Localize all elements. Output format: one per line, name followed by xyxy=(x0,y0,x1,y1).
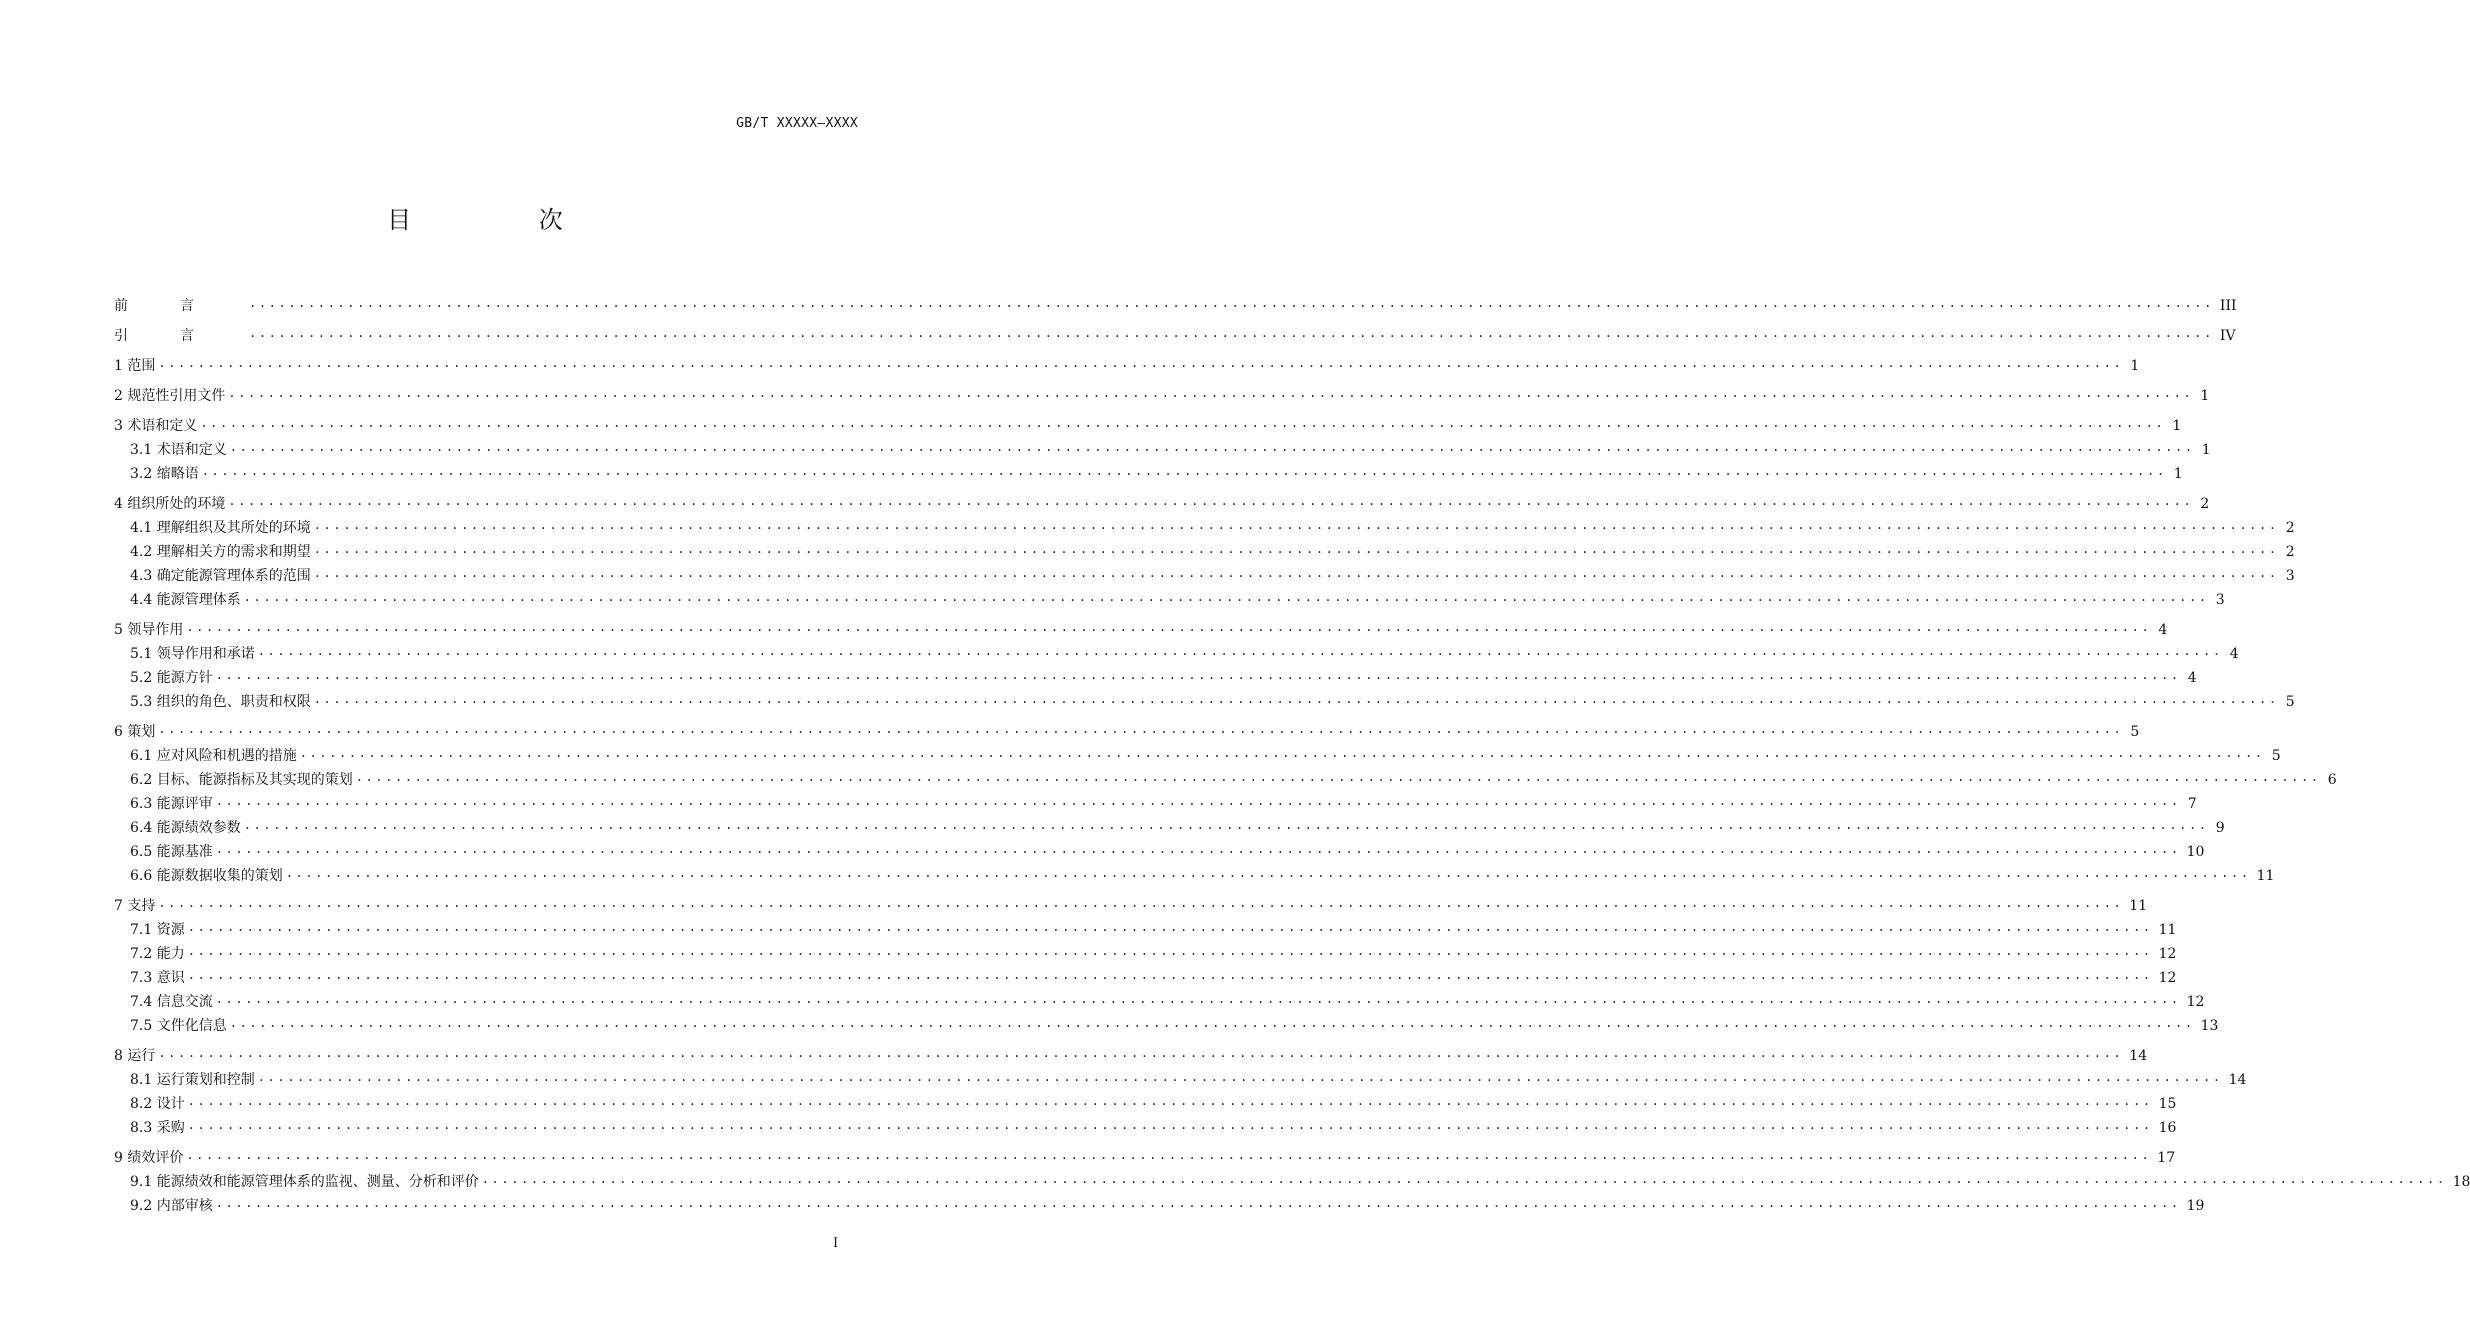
toc-dot-leader: ........................................................................................................................................................................................................ xyxy=(187,1118,2153,1132)
toc-entry-page: 9 xyxy=(2215,820,2225,836)
toc-entry-label: 4.2 理解相关方的需求和期望 xyxy=(130,544,311,560)
toc-entry-page: 12 xyxy=(2186,994,2205,1010)
toc-dot-leader: ........................................................................................................................................................................................................ xyxy=(313,542,2279,556)
toc-entry[interactable] xyxy=(114,886,2148,916)
toc-entry[interactable] xyxy=(114,538,2295,562)
toc-dot-leader: ........................................................................................................................................................................................................ xyxy=(215,992,2181,1006)
toc-entry[interactable] xyxy=(114,640,2239,664)
toc-entry-label: 5.3 组织的角色、职责和权限 xyxy=(130,694,311,710)
toc-entry-label: 7.3 意识 xyxy=(130,970,185,986)
toc-entry-page: 14 xyxy=(2228,1072,2247,1088)
toc-entry-label: 5.2 能源方针 xyxy=(130,670,213,686)
toc-dot-leader: ........................................................................................................................................................................................................ xyxy=(215,668,2181,682)
toc-entry[interactable] xyxy=(114,664,2197,688)
toc-dot-leader: ........................................................................................................................................................................................................ xyxy=(299,746,2265,760)
toc-dot-leader: ........................................................................................................................................................................................................ xyxy=(186,620,2152,634)
toc-dot-leader: ........................................................................................................................................................................................................ xyxy=(285,866,2251,880)
toc-entry-page: 15 xyxy=(2158,1096,2177,1112)
toc-entry-page: 1 xyxy=(2173,466,2183,482)
toc-entry-label: 6 策划 xyxy=(114,724,156,740)
toc-dot-leader: ........................................................................................................................................................................................................ xyxy=(257,1070,2223,1084)
toc-entry-label: 6.4 能源绩效参数 xyxy=(130,820,241,836)
toc-entry-label: 8.3 采购 xyxy=(130,1120,185,1136)
toc-entry-label: 9 绩效评价 xyxy=(114,1150,184,1166)
toc-entry-label: 3 术语和定义 xyxy=(114,418,198,434)
toc-entry-label: 7.1 资源 xyxy=(130,922,185,938)
toc-entry[interactable] xyxy=(114,1066,2247,1090)
toc-entry-page: 14 xyxy=(2129,1048,2148,1064)
toc-entry[interactable] xyxy=(114,610,2168,640)
toc-entry-label: 4 组织所处的环境 xyxy=(114,496,226,512)
toc-dot-leader: ........................................................................................................................................................................................................ xyxy=(187,968,2153,982)
toc-entry-label: 5 领导作用 xyxy=(114,622,184,638)
toc-entry-label: 7.5 文件化信息 xyxy=(130,1018,227,1034)
toc-entry-page: 5 xyxy=(2130,724,2140,740)
toc-entry-label: 6.1 应对风险和机遇的措施 xyxy=(130,748,297,764)
toc-entry[interactable] xyxy=(114,742,2281,766)
toc-entry-page: 3 xyxy=(2285,568,2295,584)
toc-entry-page: 17 xyxy=(2157,1150,2176,1166)
toc-entry[interactable] xyxy=(114,436,2211,460)
toc-entry[interactable] xyxy=(114,712,2140,742)
toc-entry-label: 前言 xyxy=(114,298,246,314)
toc-entry-label: 7.4 信息交流 xyxy=(130,994,213,1010)
toc-dot-leader: ........................................................................................................................................................................................................ xyxy=(228,386,2194,400)
toc-entry-page: 2 xyxy=(2285,544,2295,560)
toc-entry-label: 3.1 术语和定义 xyxy=(130,442,227,458)
toc-entry[interactable] xyxy=(114,406,2182,436)
toc-entry-page: 5 xyxy=(2271,748,2281,764)
toc-entry[interactable] xyxy=(114,1036,2148,1066)
toc-entry-page: 3 xyxy=(2215,592,2225,608)
table-of-contents xyxy=(114,286,2470,1216)
toc-dot-leader: ........................................................................................................................................................................................................ xyxy=(187,920,2153,934)
toc-dot-leader: ........................................................................................................................................................................................................ xyxy=(243,818,2209,832)
toc-entry-page: 10 xyxy=(2186,844,2205,860)
toc-dot-leader: ........................................................................................................................................................................................................ xyxy=(228,494,2194,508)
toc-entry-page: 1 xyxy=(2200,388,2210,404)
toc-entry[interactable] xyxy=(114,838,2205,862)
toc-dot-leader: ........................................................................................................................................................................................................ xyxy=(158,722,2124,736)
toc-dot-leader: ........................................................................................................................................................................................................ xyxy=(313,692,2279,706)
toc-dot-leader: ........................................................................................................................................................................................................ xyxy=(249,296,2214,310)
toc-entry-page: 5 xyxy=(2285,694,2295,710)
toc-entry-label: 4.3 确定能源管理体系的范围 xyxy=(130,568,311,584)
toc-dot-leader: ........................................................................................................................................................................................................ xyxy=(158,1046,2124,1060)
toc-entry-page: 1 xyxy=(2201,442,2211,458)
toc-entry-page: 1 xyxy=(2130,358,2140,374)
toc-dot-leader: ........................................................................................................................................................................................................ xyxy=(313,518,2279,532)
toc-entry[interactable] xyxy=(114,862,2275,886)
toc-entry[interactable] xyxy=(114,1114,2177,1138)
toc-dot-leader: ........................................................................................................................................................................................................ xyxy=(229,1016,2195,1030)
toc-entry-page: 13 xyxy=(2200,1018,2219,1034)
toc-dot-leader: ........................................................................................................................................................................................................ xyxy=(158,356,2124,370)
page-number: I xyxy=(833,1236,839,1251)
toc-dot-leader: ........................................................................................................................................................................................................ xyxy=(243,590,2209,604)
standard-code: GB/T XXXXX—XXXX xyxy=(736,116,858,131)
toc-dot-leader: ........................................................................................................................................................................................................ xyxy=(215,794,2181,808)
toc-dot-leader: ........................................................................................................................................................................................................ xyxy=(200,416,2166,430)
toc-entry-label: 5.1 领导作用和承诺 xyxy=(130,646,255,662)
toc-entry[interactable] xyxy=(114,1138,2176,1168)
toc-entry-page: 12 xyxy=(2158,970,2177,986)
toc-dot-leader: ........................................................................................................................................................................................................ xyxy=(257,644,2223,658)
toc-entry-label: 4.1 理解组织及其所处的环境 xyxy=(130,520,311,536)
toc-dot-leader: ........................................................................................................................................................................................................ xyxy=(355,770,2321,784)
toc-entry[interactable] xyxy=(114,1090,2177,1114)
page-title: 目 次 xyxy=(387,206,623,234)
toc-entry[interactable] xyxy=(114,286,2237,316)
toc-entry[interactable] xyxy=(114,1192,2205,1216)
toc-entry-page: 12 xyxy=(2158,946,2177,962)
toc-entry[interactable] xyxy=(114,988,2205,1012)
toc-entry-page: 2 xyxy=(2285,520,2295,536)
toc-entry[interactable] xyxy=(114,814,2225,838)
toc-entry-label: 6.6 能源数据收集的策划 xyxy=(130,868,283,884)
toc-entry-label: 6.3 能源评审 xyxy=(130,796,213,812)
toc-entry-page: 7 xyxy=(2187,796,2197,812)
toc-entry-label: 引言 xyxy=(114,328,246,344)
toc-entry-label: 8.1 运行策划和控制 xyxy=(130,1072,255,1088)
toc-entry-label: 6.5 能源基准 xyxy=(130,844,213,860)
toc-entry[interactable] xyxy=(114,766,2337,790)
toc-entry-page: 19 xyxy=(2186,1198,2205,1214)
toc-entry[interactable] xyxy=(114,484,2210,514)
toc-entry-page: IV xyxy=(2219,328,2236,344)
toc-dot-leader: ........................................................................................................................................................................................................ xyxy=(187,1094,2153,1108)
toc-entry[interactable] xyxy=(114,316,2236,346)
toc-dot-leader: ........................................................................................................................................................................................................ xyxy=(313,566,2279,580)
toc-entry-label: 9.1 能源绩效和能源管理体系的监视、测量、分析和评价 xyxy=(130,1174,479,1190)
toc-entry[interactable] xyxy=(114,916,2177,940)
toc-entry[interactable] xyxy=(114,586,2225,610)
toc-dot-leader: ........................................................................................................................................................................................................ xyxy=(186,1148,2152,1162)
toc-entry[interactable] xyxy=(114,514,2295,538)
toc-entry-label: 1 范围 xyxy=(114,358,156,374)
toc-entry-page: 4 xyxy=(2229,646,2239,662)
toc-entry[interactable] xyxy=(114,1012,2219,1036)
toc-entry[interactable] xyxy=(114,346,2140,376)
toc-entry-label: 2 规范性引用文件 xyxy=(114,388,226,404)
toc-dot-leader: ........................................................................................................................................................................................................ xyxy=(249,326,2214,340)
toc-entry-page: 4 xyxy=(2158,622,2168,638)
toc-entry-page: 16 xyxy=(2158,1120,2177,1136)
toc-dot-leader: ........................................................................................................................................................................................................ xyxy=(158,896,2124,910)
toc-entry[interactable] xyxy=(114,562,2295,586)
toc-dot-leader: ........................................................................................................................................................................................................ xyxy=(481,1172,2447,1186)
toc-dot-leader: ........................................................................................................................................................................................................ xyxy=(215,1196,2181,1210)
toc-entry-page: 1 xyxy=(2172,418,2182,434)
toc-dot-leader: ........................................................................................................................................................................................................ xyxy=(187,944,2153,958)
toc-entry[interactable] xyxy=(114,1168,2470,1192)
toc-entry[interactable] xyxy=(114,964,2177,988)
toc-entry-page: 2 xyxy=(2200,496,2210,512)
toc-entry-page: 11 xyxy=(2158,922,2177,938)
toc-entry-label: 8.2 设计 xyxy=(130,1096,185,1112)
toc-entry-page: 18 xyxy=(2452,1174,2470,1190)
toc-entry[interactable] xyxy=(114,940,2177,964)
toc-entry-page: 4 xyxy=(2187,670,2197,686)
toc-entry-label: 9.2 内部审核 xyxy=(130,1198,213,1214)
toc-entry[interactable] xyxy=(114,790,2197,814)
toc-entry-page: 6 xyxy=(2327,772,2337,788)
toc-entry-label: 6.2 目标、能源指标及其实现的策划 xyxy=(130,772,353,788)
toc-entry[interactable] xyxy=(114,688,2295,712)
toc-entry[interactable] xyxy=(114,460,2183,484)
toc-entry-page: 11 xyxy=(2129,898,2148,914)
toc-entry-page: 11 xyxy=(2256,868,2275,884)
toc-dot-leader: ........................................................................................................................................................................................................ xyxy=(201,464,2167,478)
toc-entry-label: 8 运行 xyxy=(114,1048,156,1064)
toc-entry-label: 7.2 能力 xyxy=(130,946,185,962)
toc-dot-leader: ........................................................................................................................................................................................................ xyxy=(229,440,2195,454)
toc-entry-label: 4.4 能源管理体系 xyxy=(130,592,241,608)
toc-entry-label: 3.2 缩略语 xyxy=(130,466,199,482)
toc-dot-leader: ........................................................................................................................................................................................................ xyxy=(215,842,2181,856)
toc-entry[interactable] xyxy=(114,376,2210,406)
toc-entry-label: 7 支持 xyxy=(114,898,156,914)
toc-entry-page: III xyxy=(2219,298,2237,314)
